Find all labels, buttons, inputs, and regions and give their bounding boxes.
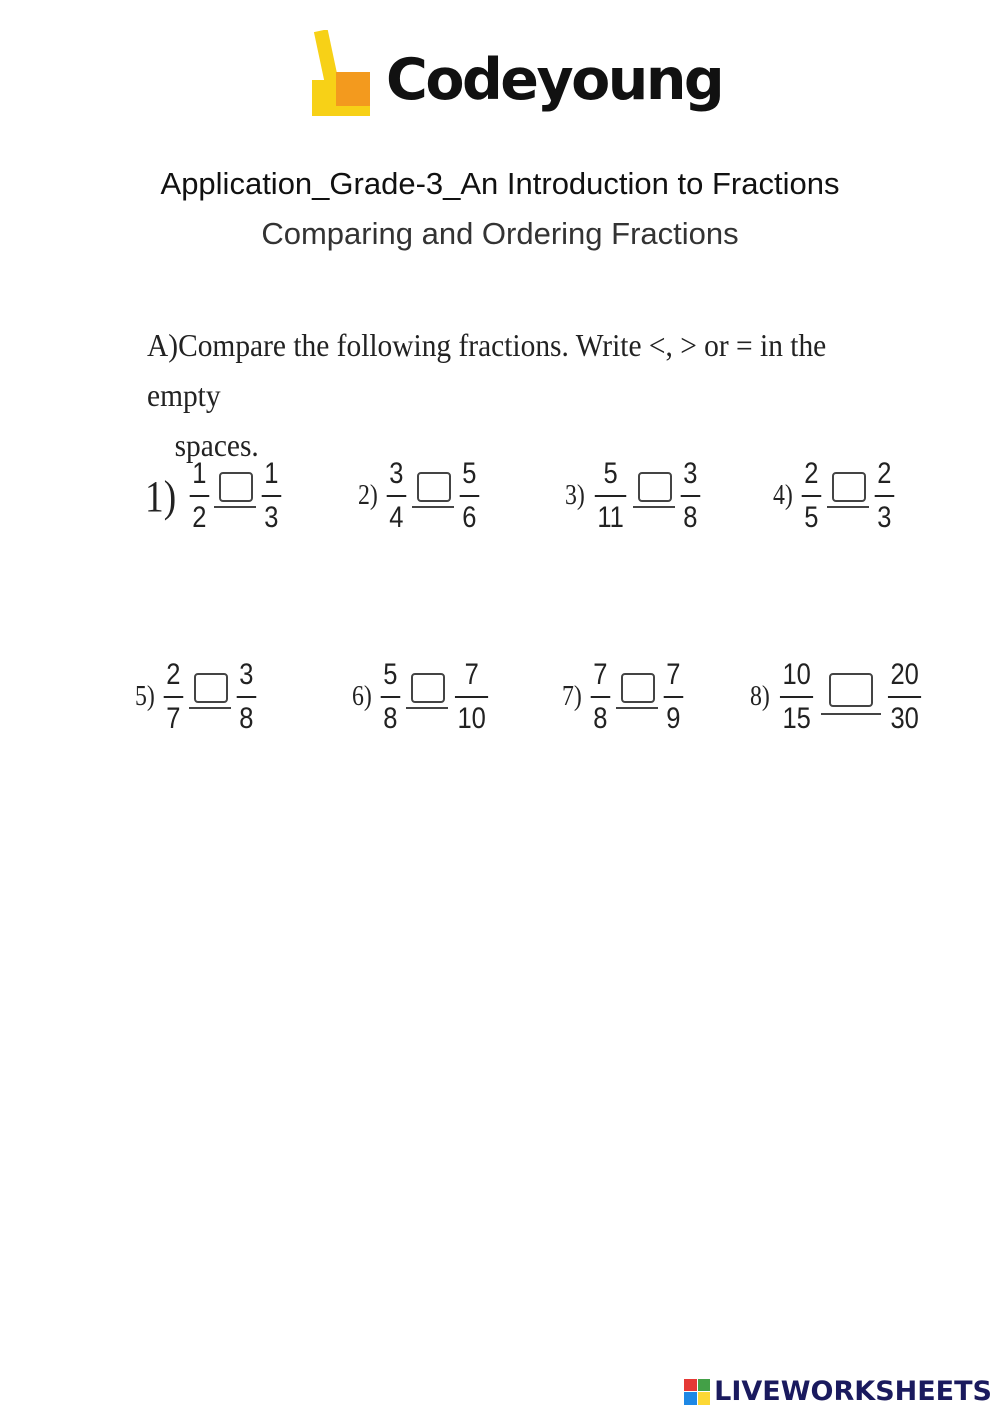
problem-3 [565, 446, 702, 546]
fraction-right [875, 457, 894, 535]
numerator: 2 [166, 658, 181, 691]
problem-label: 5) [135, 681, 155, 712]
fraction-right [262, 457, 281, 535]
denominator: 15 [782, 702, 812, 735]
fraction-right [237, 658, 256, 736]
numerator: 2 [877, 457, 892, 490]
problem-label: 1) [145, 471, 177, 521]
codeyoung-logo-icon [312, 30, 374, 122]
instructions-line-1: A)Compare the following fractions. Write <, > or = in the empty [147, 327, 827, 413]
denominator: 6 [462, 501, 477, 534]
answer-box[interactable] [412, 472, 454, 520]
problem-7 [562, 647, 685, 747]
answer-box[interactable] [189, 673, 231, 721]
worksheet-title: Application_Grade-3_An Introduction to Fractions [160, 166, 840, 201]
icon-tile [684, 1379, 697, 1392]
problem-5 [135, 647, 258, 747]
icon-tile [698, 1379, 711, 1392]
numerator: 1 [191, 457, 207, 490]
fraction-right [681, 457, 700, 535]
numerator: 7 [666, 658, 681, 691]
numerator: 7 [464, 658, 479, 691]
denominator: 7 [166, 702, 181, 735]
answer-box[interactable] [214, 472, 256, 520]
denominator: 10 [457, 702, 486, 735]
liveworksheets-brand: LIVEWORKSHEETS [714, 1376, 992, 1407]
fraction-right [664, 658, 683, 736]
answer-box[interactable] [406, 673, 448, 721]
brand-name: Codeyoung [386, 47, 723, 113]
denominator: 8 [239, 702, 254, 735]
answer-box[interactable] [633, 472, 675, 520]
numerator: 7 [593, 658, 608, 691]
problem-label: 2) [358, 480, 378, 511]
answer-box[interactable] [827, 472, 869, 520]
problem-4 [773, 446, 896, 546]
fraction-left [595, 457, 627, 535]
liveworksheets-logo [684, 1376, 992, 1407]
problem-label: 8) [750, 681, 770, 712]
fraction-left [780, 658, 813, 736]
answer-box[interactable] [821, 673, 881, 721]
denominator: 9 [666, 702, 681, 735]
fraction-left [387, 457, 406, 535]
fraction-right [888, 658, 921, 736]
denominator: 3 [264, 501, 279, 534]
fraction-right [455, 658, 488, 736]
codeyoung-logo [312, 30, 723, 130]
denominator: 3 [877, 501, 892, 534]
problem-2 [358, 446, 481, 546]
problem-label: 6) [352, 681, 372, 712]
problem-1 [145, 446, 283, 546]
numerator: 3 [239, 658, 254, 691]
denominator: 4 [389, 501, 404, 534]
denominator: 30 [890, 702, 919, 735]
icon-tile [684, 1392, 697, 1405]
instructions-line-2: spaces. [174, 427, 259, 463]
fraction-left [164, 658, 183, 736]
numerator: 20 [890, 658, 919, 691]
denominator: 5 [804, 501, 819, 534]
numerator: 1 [264, 457, 279, 490]
numerator: 2 [804, 457, 819, 490]
problem-label: 7) [562, 681, 582, 712]
problem-8 [750, 647, 924, 747]
icon-tile [698, 1392, 711, 1405]
numerator: 5 [603, 457, 618, 490]
liveworksheets-icon [684, 1379, 710, 1405]
fraction-left [189, 457, 208, 535]
fraction-left [802, 457, 821, 535]
numerator: 5 [383, 658, 398, 691]
fraction-right [460, 457, 479, 535]
problem-6 [352, 647, 491, 747]
fraction-left [381, 658, 400, 736]
numerator: 5 [462, 457, 477, 490]
denominator: 8 [683, 501, 698, 534]
denominator: 11 [597, 501, 625, 534]
denominator: 8 [383, 702, 398, 735]
denominator: 2 [191, 501, 207, 534]
numerator: 10 [782, 658, 812, 691]
denominator: 8 [593, 702, 608, 735]
numerator: 3 [683, 457, 698, 490]
answer-box[interactable] [616, 673, 658, 721]
fraction-left [591, 658, 610, 736]
problem-label: 3) [565, 480, 585, 511]
numerator: 3 [389, 457, 404, 490]
worksheet-subtitle: Comparing and Ordering Fractions [261, 216, 739, 251]
problem-label: 4) [773, 480, 793, 511]
